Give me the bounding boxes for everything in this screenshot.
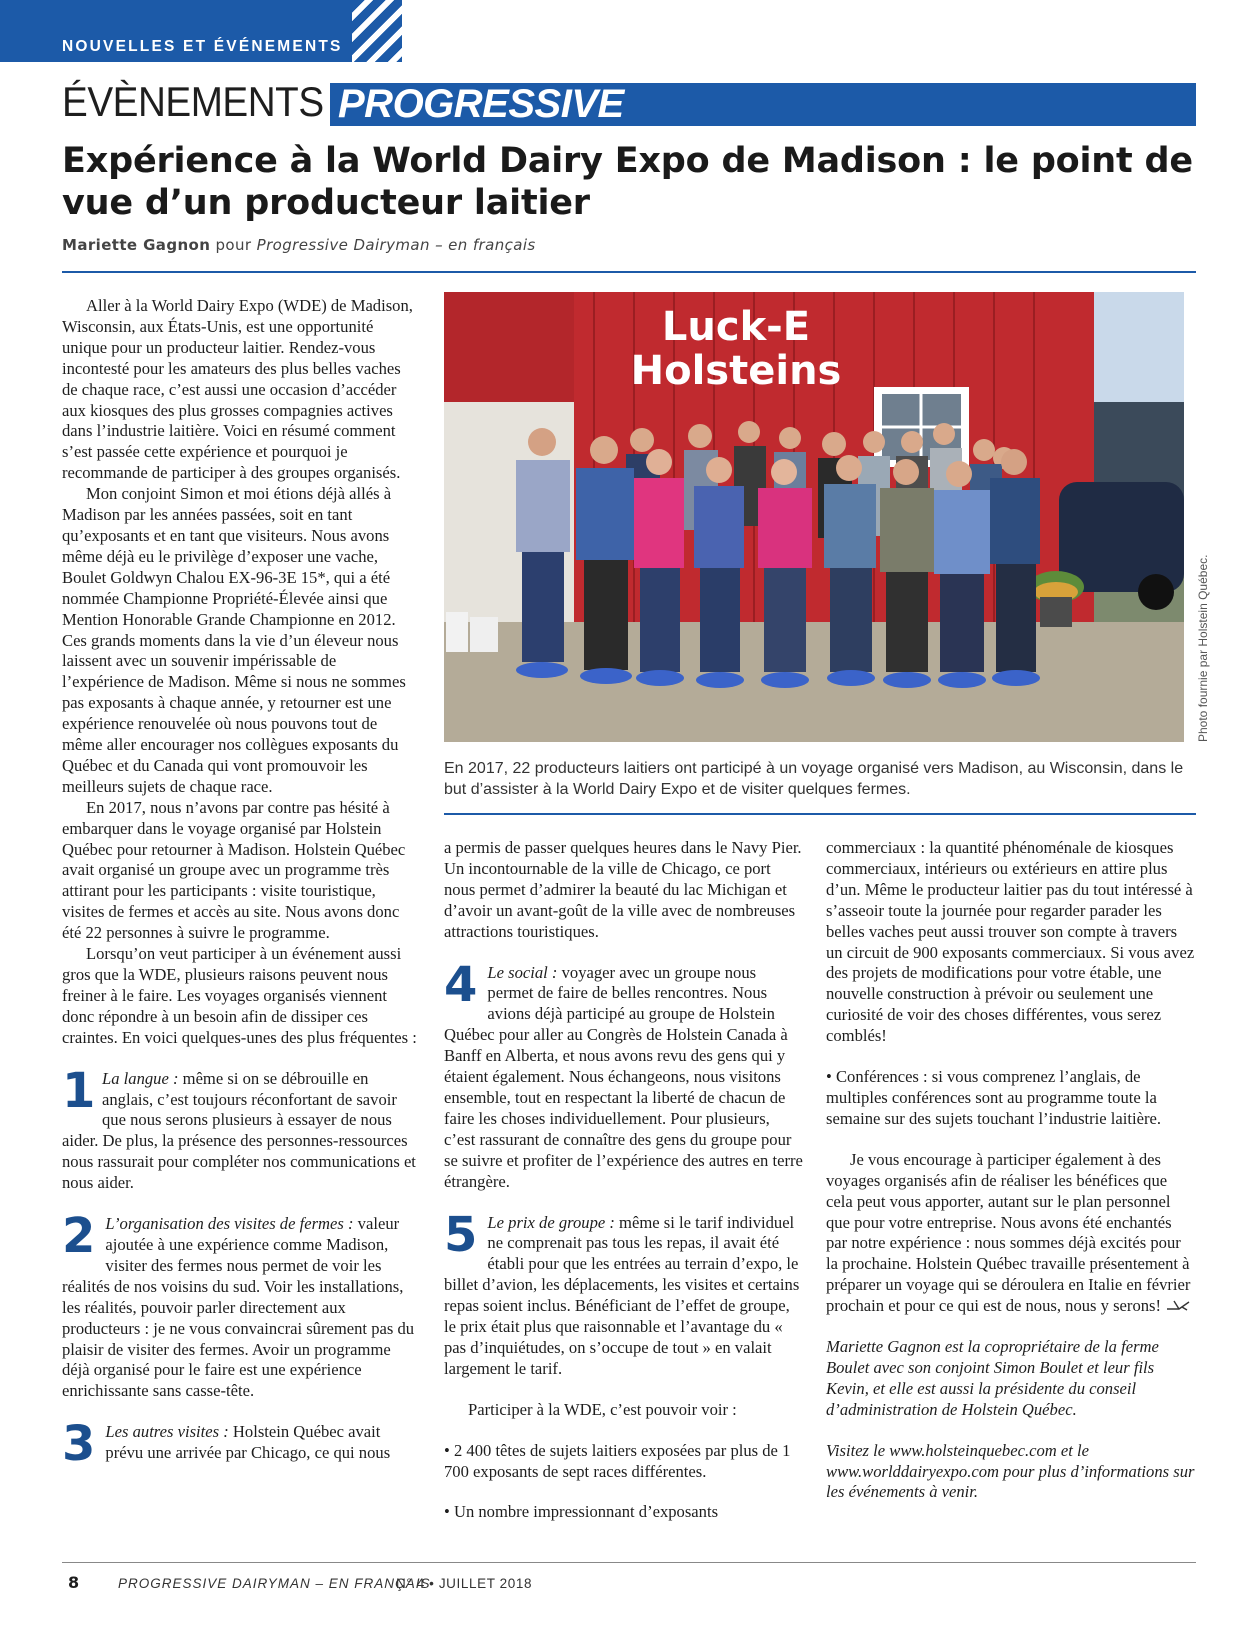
reason-2 [62,1208,420,1402]
reason-3 [62,1416,420,1473]
bullet-item: • Un nombre impressionnant d’exposants [444,1502,719,1522]
kicker-plain: ÉVÈNEMENTS [62,78,324,125]
footer-publication: PROGRESSIVE DAIRYMAN – EN FRANÇAIS [118,1576,431,1591]
byline-author: Mariette Gagnon [62,236,211,254]
reason-number: 4 [444,956,478,1013]
page-number: 8 [68,1573,80,1592]
column-3 [826,838,1196,1503]
group-photo [444,292,1184,742]
paragraph: a permis de passer quelques heures dans le Navy Pier. Un incontournable de la ville de Chicago, ce port nous permet d’admirer la beauté du lac Michigan et d’avoir un avant-goût de la ville avec de nombreuses attractions touristiques. [444,838,802,941]
reason-lead: Les autres visites : [105,1422,229,1442]
photo-caption: En 2017, 22 producteurs laitiers ont participé à un voyage organisé vers Madison, au Wisconsin, dans le but d’assister à la World Dairy Expo et de visiter quelques fermes. [444,760,1184,798]
paragraph: Lorsqu’on veut participer à un événement aussi gros que la WDE, plusieurs raisons peuvent nous freiner à le faire. Les voyages organisés viennent donc répondre à un besoin afin de dissiper ces craintes. En voici quelques-unes des plus fréquentes : [62,944,417,1047]
end-mark-icon [1165,1298,1191,1312]
title-rule [62,271,1196,273]
reason-number: 5 [444,1206,478,1263]
reason-text: même si on se débrouille en anglais, c’est toujours réconfortant de savoir que nous serons plusieurs à essayer de nous aider. De plus, la présence des personnes-ressources nous rassurait pour compléter nos communications et nous aider. [62,1068,416,1193]
paragraph: Mon conjoint Simon et moi étions déjà allés à Madison par les années passées, soit en tant qu’exposants et en tant que visiteurs. Nous avons même déjà eu le privilège d’exposer une vache, Boulet Goldwyn Chalou EX-96-3E 15*, qui a été nommée Championne Propriété-Élevée ainsi que Mention Honorable Grande Championne en 2012. Ces grands moments dans la vie d’un éleveur nous laissent avec un souvenir impérissable de l’expérience de Madison. Même si nous ne sommes pas exposants à chaque année, y retourner est une expérience renouvelée où nous pouvons tout de même aller encourager nos collègues exposants du Québec et du Canada qui vont promouvoir les meilleurs sujets de chaque race. [62,484,406,796]
reason-lead: L’organisation des visites de fermes : [105,1214,354,1234]
paragraph: commerciaux : la quantité phénoménale de kiosques commerciaux, intérieurs ou extérieurs en attire plus d’un. Même le producteur laitier pas du tout intéressé à s’asseoir toute la journée pour regarder parader les belles vaches peut aussi trouver son compte à travers un circuit de 900 exposants commerciaux. Si vous avez des projets de modifications pour votre étable, une nouvelle construction à prévoir ou seulement une curiosité de voir des choses différentes, vous serez comblés! [826,838,1195,1046]
paragraph: En 2017, nous n’avons par contre pas hésité à embarquer dans le voyage organisé par Holstein Québec pour retourner à Madison. Holstein Québec avait organisé un groupe avec un programme très attirant pour les participants : visite touristique, visites de fermes et accès au site. Nous avons donc été 22 personnes à suivre le programme. [62,797,406,943]
bullet-item: • 2 400 têtes de sujets laitiers exposées par plus de 1 700 exposants de sept races différentes. [444,1440,791,1481]
photo-credit: Photo fournie par Holstein Québec. [1196,554,1210,742]
byline-pour: pour [215,236,252,254]
article-title: Expérience à la World Dairy Expo de Madison : le point de vue d’un producteur laitier [62,141,1193,223]
reason-lead: Le prix de groupe : [487,1212,615,1232]
paragraph [826,1150,1196,1317]
bullet-item: • Conférences : si vous comprenez l’anglais, de multiples conférences sont au programme toute la semaine sur des sujets touchant l’industrie laitière. [826,1067,1162,1128]
closing-text: Je vous encourage à participer également à des voyages organisés afin de réaliser les bénéfices que cela peut vous apporter, autant sur le plan personnel que pour votre entreprise. Nous avons été enchantés par notre expérience : nous sommes déjà excités pour la prochaine. Holstein Québec travaille présentement à préparer un voyage qui se déroulera en Italie en février prochain et pour ce qui est de nous, nous y serons! [826,1149,1191,1316]
section-label: NOUVELLES ET ÉVÉNEMENTS [62,38,343,55]
reason-number: 3 [62,1416,96,1473]
caption-rule [444,813,1196,815]
author-bio: Mariette Gagnon est la copropriétaire de la ferme Boulet avec son conjoint Simon Boulet et leur fils Kevin, et elle est aussi la présidente du conseil d’administration de Holstein Québec. [826,1337,1159,1419]
reason-4 [444,956,804,1193]
footer-rule [62,1562,1196,1563]
group-photo-illustration [444,292,1184,742]
reason-text: valeur ajoutée à une expérience comme Madison, visiter des fermes nous permet de voir les réalités de nos voisins du sud. Voir les installations, les réalités, pouvoir parler directement aux producteurs : je ne vous convaincrai sûrement pas du plaisir de visiter des fermes. Avoir un programme déjà organisé pour le faire est une expérience enrichissante sans casse-tête. [62,1214,415,1401]
kicker-band-text: PROGRESSIVE [338,82,624,126]
reason-number: 1 [62,1062,96,1119]
reason-number: 2 [62,1208,96,1265]
sign-line-2: Holsteins [630,348,842,394]
byline-publication: Progressive Dairyman – en français [256,236,536,254]
reason-1 [62,1062,420,1194]
reason-lead: Le social : [487,962,558,982]
paragraph: Participer à la WDE, c’est pouvoir voir : [468,1399,737,1419]
paragraph: Aller à la World Dairy Expo (WDE) de Madison, Wisconsin, aux États-Unis, est une opportunité unique pour un producteur laitier. Rendez-vous incontesté pour les amateurs des plus belles vaches de chaque race, c’est aussi une occasion d’accéder aux kiosques des plus grosses compagnies actives dans l’industrie laitière. Voici en résumé comment s’est passée cette expérience et pourquoi je recommande de participer à des groupes organisés. [62,296,413,483]
column-2 [444,838,804,1523]
reason-lead: La langue : [102,1068,179,1088]
byline [62,236,536,254]
column-1 [62,296,420,1473]
reason-text: Holstein Québec avait prévu une arrivée par Chicago, ce qui nous [105,1422,391,1463]
reason-5 [444,1206,804,1380]
reason-text: voyager avec un groupe nous permet de faire de belles rencontres. Nous avions déjà participé au groupe de Holstein Québec pour aller au Congrès de Holstein Canada à Banff en Alberta, et nous avons revu des gens qui y étaient également. Nous échangeons, nous visitons ensemble, tout en respectant la liberté de chacun de faire les choses individuellement. Pour plusieurs, c’est rassurant de connaître des gens du groupe pour se suivre et profiter de l’expérience des autres en terre étrangère. [444,962,803,1191]
section-bar-hatch [352,0,402,62]
related-links: Visitez le www.holsteinquebec.com et le www.worlddairyexpo.com pour plus d’informations sur les événements à venir. [826,1440,1195,1502]
footer-issue: N° 4 • JUILLET 2018 [396,1576,533,1591]
sign-line-1: Luck-E [661,304,811,350]
reason-text: même si le tarif individuel ne comprenait pas tous les repas, il avait été établi pour que les entrées au terrain d’expo, le billet d’avion, les déplacements, les visites et certains repas soient inclus. Bénéficiant de l’effet de groupe, le prix était plus que raisonnable et l’avantage du « pas d’inquiétudes, on s’occupe de tout » en valait largement le tarif. [444,1212,800,1378]
